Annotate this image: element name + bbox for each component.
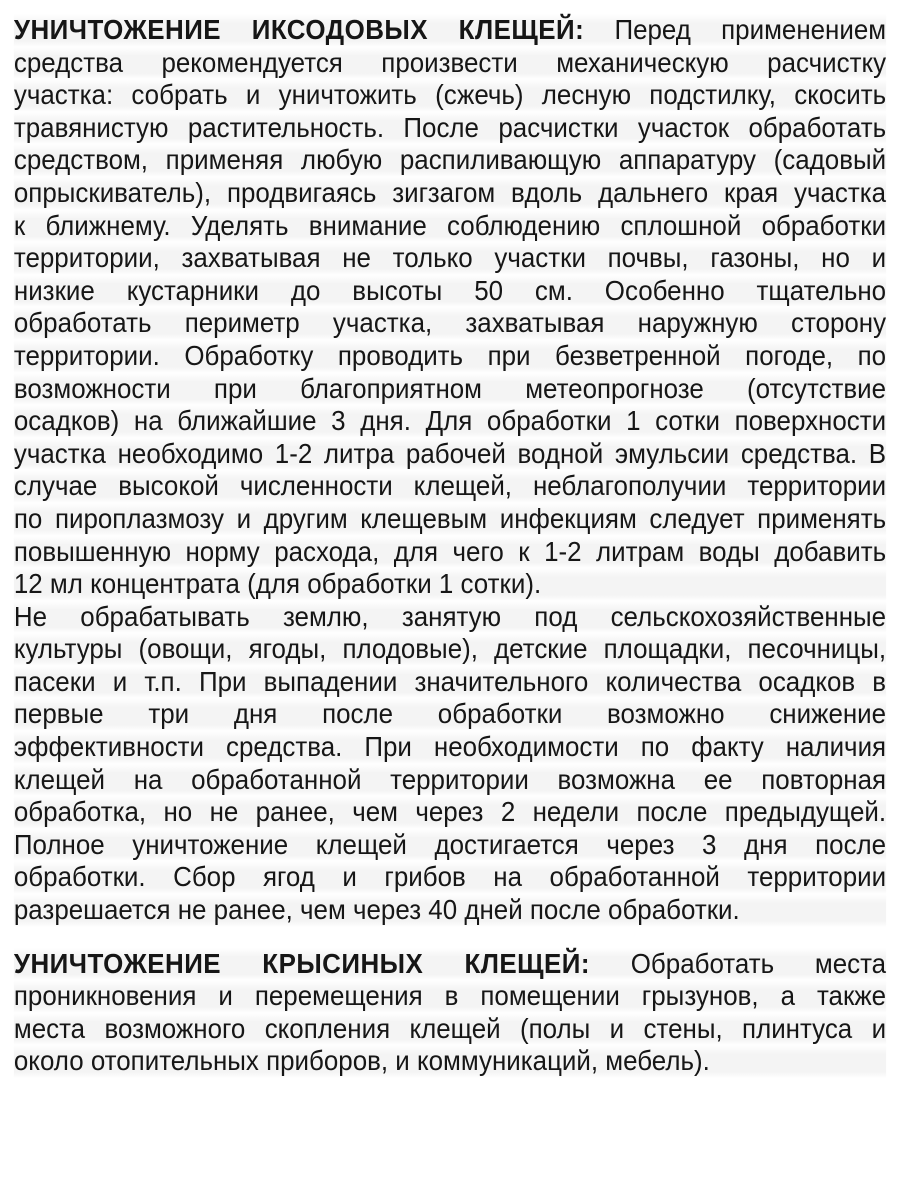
text-line: случае высокой численности клещей, неблагополучии территории [13,470,887,502]
text-line: Не обрабатывать землю, занятую под сельскохозяйственные [13,600,887,632]
text-line: УНИЧТОЖЕНИЕ КРЫСИНЫХ КЛЕЩЕЙ: Обработать места [13,947,887,979]
text-line: территории. Обработку проводить при безветренной погоде, по [13,339,887,371]
section-heading: УНИЧТОЖЕНИЕ ИКСОДОВЫХ КЛЕЩЕЙ: [13,14,585,45]
text-line: участка необходимо 1-2 литра рабочей водной эмульсии средства. В [13,437,887,469]
body-paragraph [14,601,886,927]
text-line: пасеки и т.п. При выпадении значительного количества осадков в [13,665,887,697]
text-line: обработать периметр участка, захватывая наружную сторону [13,307,887,339]
text-line: разрешается не ранее, чем через 40 дней после обработки. [14,894,886,927]
text-line: около отопительных приборов, и коммуникаций, мебель). [14,1045,886,1078]
text-line: УНИЧТОЖЕНИЕ ИКСОДОВЫХ КЛЕЩЕЙ: Перед применением [13,14,887,45]
text-line: осадков) на ближайшие 3 дня. Для обработки 1 сотки поверхности [13,405,887,437]
document-body [14,14,886,1078]
text-line: обработки. Сбор ягод и грибов на обработанной территории [13,861,887,893]
text-line: эффективности средства. При необходимости по факту наличия [13,731,887,763]
text-line: низкие кустарники до высоты 50 см. Особенно тщательно [13,274,887,306]
text-line: по пироплазмозу и другим клещевым инфекциям следует применять [13,502,887,534]
text-line: средства рекомендуется произвести механическую расчистку [13,46,887,78]
text-line: территории, захватывая не только участки почвы, газоны, но и [13,242,887,274]
text-line: опрыскиватель), продвигаясь зигзагом вдоль дальнего края участка [13,176,887,208]
text-line: клещей на обработанной территории возможна ее повторная [13,763,887,795]
text-line: первые три дня после обработки возможно снижение [13,698,887,730]
text-line: участка: собрать и уничтожить (сжечь) лесную подстилку, скосить [13,79,887,111]
text-line: возможности при благоприятном метеопрогнозе (отсутствие [13,372,887,404]
text-line: 12 мл концентрата (для обработки 1 сотки). [14,568,886,601]
text-line: Полное уничтожение клещей достигается через 3 дня после [13,828,887,860]
text-line: к ближнему. Уделять внимание соблюдению сплошной обработки [13,209,887,241]
text-line: проникновения и перемещения в помещении грызунов, а также [13,980,887,1012]
text-line: повышенную норму расхода, для чего к 1-2 литрам воды добавить [13,535,887,567]
text-line: травянистую растительность. После расчистки участок обработать [13,111,887,143]
text-line: обработка, но не ранее, чем через 2 недели после предыдущей. [13,796,887,828]
text-line: места возможного скопления клещей (полы и стены, плинтуса и [13,1012,887,1044]
section-heading: УНИЧТОЖЕНИЕ КРЫСИНЫХ КЛЕЩЕЙ: [13,947,591,979]
text-line: культуры (овощи, ягоды, плодовые), детские площадки, песочницы, [13,633,887,665]
section-paragraph [14,948,886,1078]
section-paragraph [14,14,886,601]
text-line: средством, применяя любую распиливающую аппаратуру (садовый [13,144,887,176]
